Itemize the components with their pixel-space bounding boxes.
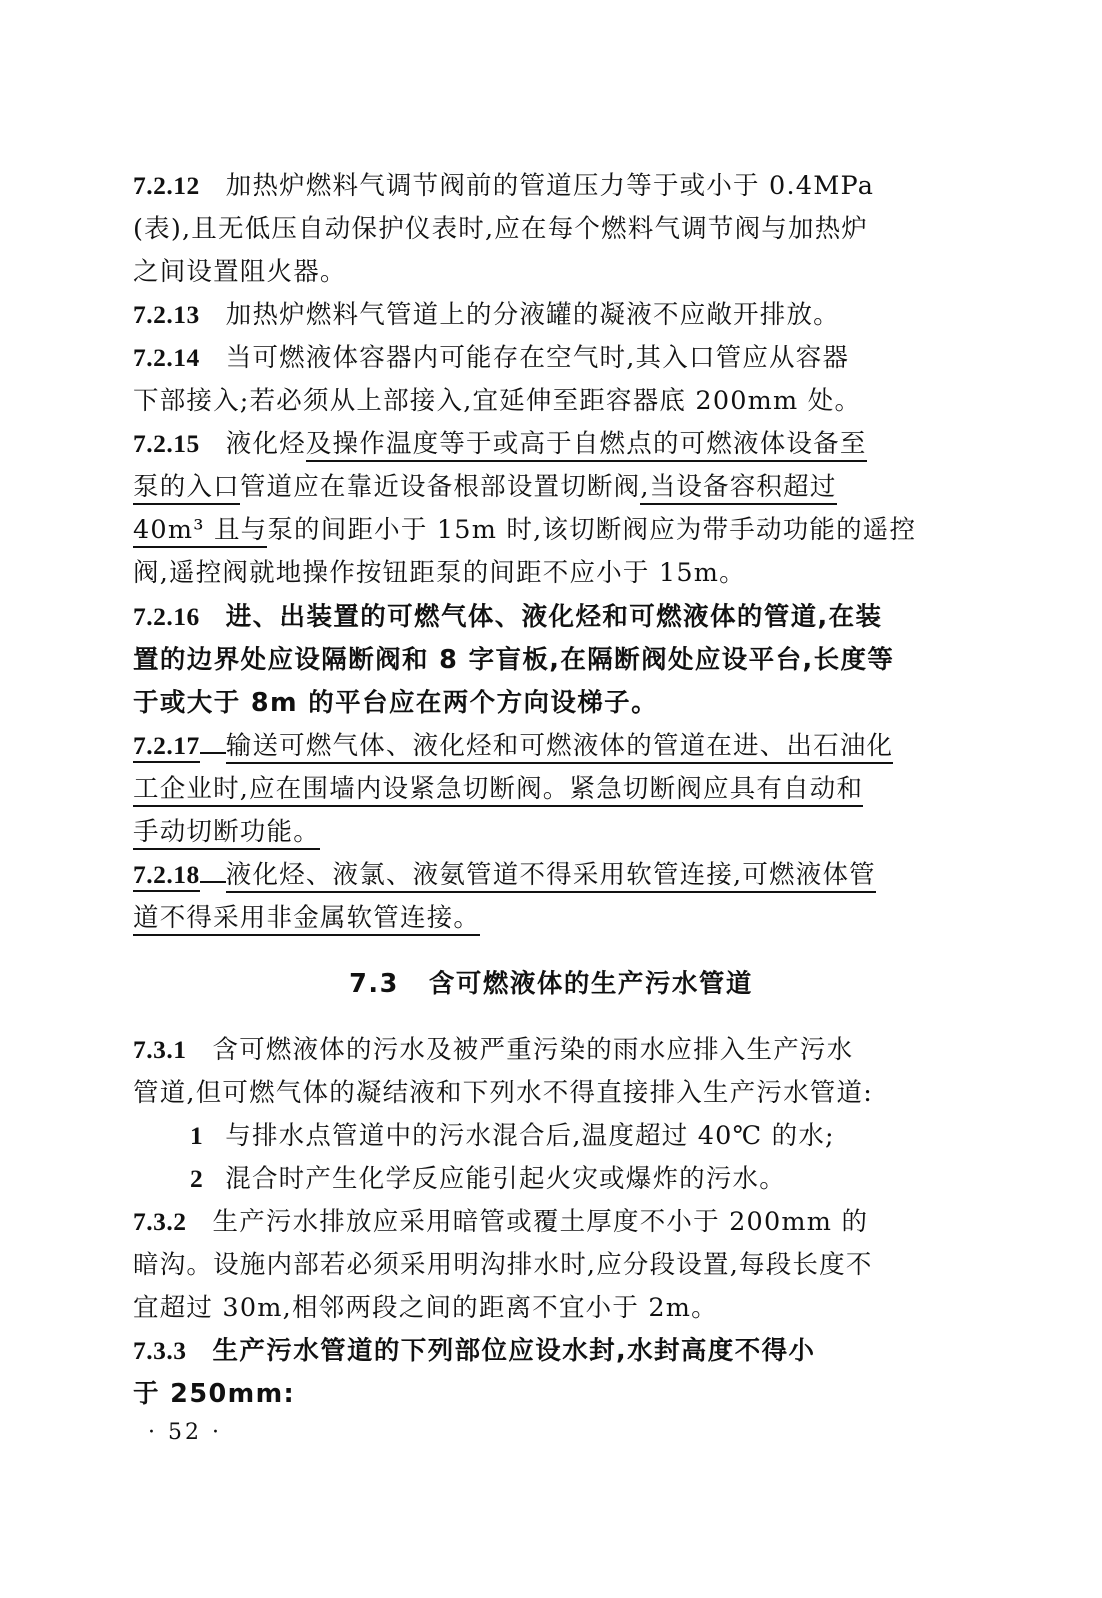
clause-7-2-12-line-2: (表),且无低压自动保护仪表时,应在每个燃料气调节阀与加热炉 [133,214,869,244]
clause-number: 7.2.16 [133,602,200,631]
clause-7-2-13-line-1 [133,297,933,333]
clause-7-2-15-line-2 [133,469,933,505]
clause-number: 7.2.15 [133,429,200,458]
list-item-text: 混合时产生化学反应能引起火灾或爆炸的污水。 [225,1164,786,1194]
page-number: · 52 · [148,1420,222,1445]
underlined-text: 工企业时,应在围墙内设紧急切断阀。紧急切断阀应具有自动和 [133,774,863,807]
list-item-number: 2 [190,1164,204,1193]
clause-7-2-17-line-3 [133,814,933,850]
clause-7-2-18-line-1 [133,857,933,893]
clause-7-2-14-line-2: 下部接入;若必须从上部接入,宜延伸至距容器底 200mm 处。 [133,386,862,416]
clause-number: 7.2.17 [133,731,200,763]
clause-text: 泵的间距小于 15m 时,该切断阀应为带手动功能的遥控 [267,515,917,545]
clause-number: 7.3.1 [133,1035,187,1064]
clause-text: 加热炉燃料气调节阀前的管道压力等于或小于 0.4MPa [225,171,875,201]
underlined-text: 40m³ 且与 [133,515,267,548]
clause-7-2-15-line-4: 阀,遥控阀就地操作按钮距泵的间距不应小于 15m。 [133,558,746,588]
clause-7-2-18-line-2 [133,900,933,936]
list-item-number: 1 [190,1121,204,1150]
underlined-text: 及操作温度等于或高于自燃点的可燃液体设备至 [306,429,867,462]
clause-7-2-16-line-3: 于或大于 8m 的平台应在两个方向设梯子。 [133,688,658,718]
clause-number: 7.2.14 [133,343,200,372]
clause-7-2-16-line-2: 置的边界处应设隔断阀和 8 字盲板,在隔断阀处应设平台,长度等 [133,645,895,675]
section-title: 含可燃液体的生产污水管道 [428,969,753,999]
underlined-text: 手动切断功能。 [133,817,320,850]
clause-7-2-17-line-1 [133,728,933,764]
clause-7-2-17-line-2 [133,771,933,807]
clause-text: 含可燃液体的污水及被严重污染的雨水应排入生产污水 [212,1035,854,1065]
clause-7-2-12-line-1 [133,168,933,204]
clause-number: 7.3.3 [133,1336,187,1365]
section-heading [0,966,1102,1002]
list-item [190,1161,990,1197]
clause-7-3-3-line-1 [133,1333,933,1369]
clause-7-2-15-line-1 [133,426,933,462]
clause-number: 7.3.2 [133,1207,187,1236]
clause-7-2-12-line-3: 之间设置阻火器。 [133,257,347,287]
clause-7-2-14-line-1 [133,340,933,376]
clause-text: 进、出装置的可燃气体、液化烃和可燃液体的管道,在装 [225,602,883,632]
clause-text: 管道应在靠近设备根部设置切断阀 [239,472,641,502]
underlined-text: 液化烃、液氯、液氨管道不得采用软管连接,可燃液体管 [226,860,876,893]
clause-7-3-1-line-1 [133,1032,933,1068]
list-item-text: 与排水点管道中的污水混合后,温度超过 40℃ 的水; [225,1121,835,1151]
clause-number: 7.2.18 [133,860,200,892]
clause-number: 7.2.13 [133,300,200,329]
clause-text: 加热炉燃料气管道上的分液罐的凝液不应敞开排放。 [225,300,840,330]
clause-7-3-2-line-3: 宜超过 30m,相邻两段之间的距离不宜小于 2m。 [133,1293,718,1323]
clause-7-2-15-line-3 [133,512,933,548]
section-number: 7.3 [349,969,399,999]
clause-text: 生产污水管道的下列部位应设水封,水封高度不得小 [212,1336,816,1366]
underlined-text: ,当设备容积超过 [640,472,836,505]
underlined-text: 道不得采用非金属软管连接。 [133,903,480,936]
list-item [190,1118,990,1154]
clause-text: 生产污水排放应采用暗管或覆土厚度不小于 200mm 的 [212,1207,869,1237]
clause-7-3-2-line-1 [133,1204,933,1240]
clause-7-2-16-line-1 [133,599,933,635]
clause-text: 当可燃液体容器内可能存在空气时,其入口管应从容器 [225,343,850,373]
clause-number: 7.2.12 [133,171,200,200]
underlined-text: 泵的入口 [133,472,240,505]
clause-text: 液化烃 [225,429,306,459]
clause-7-3-1-line-2: 管道,但可燃气体的凝结液和下列水不得直接排入生产污水管道: [133,1078,873,1108]
underlined-text: 输送可燃气体、液化烃和可燃液体的管道在进、出石油化 [226,731,894,764]
clause-7-3-2-line-2: 暗沟。设施内部若必须采用明沟排水时,应分段设置,每段长度不 [133,1250,873,1280]
clause-7-3-3-line-2: 于 250mm: [133,1379,296,1409]
